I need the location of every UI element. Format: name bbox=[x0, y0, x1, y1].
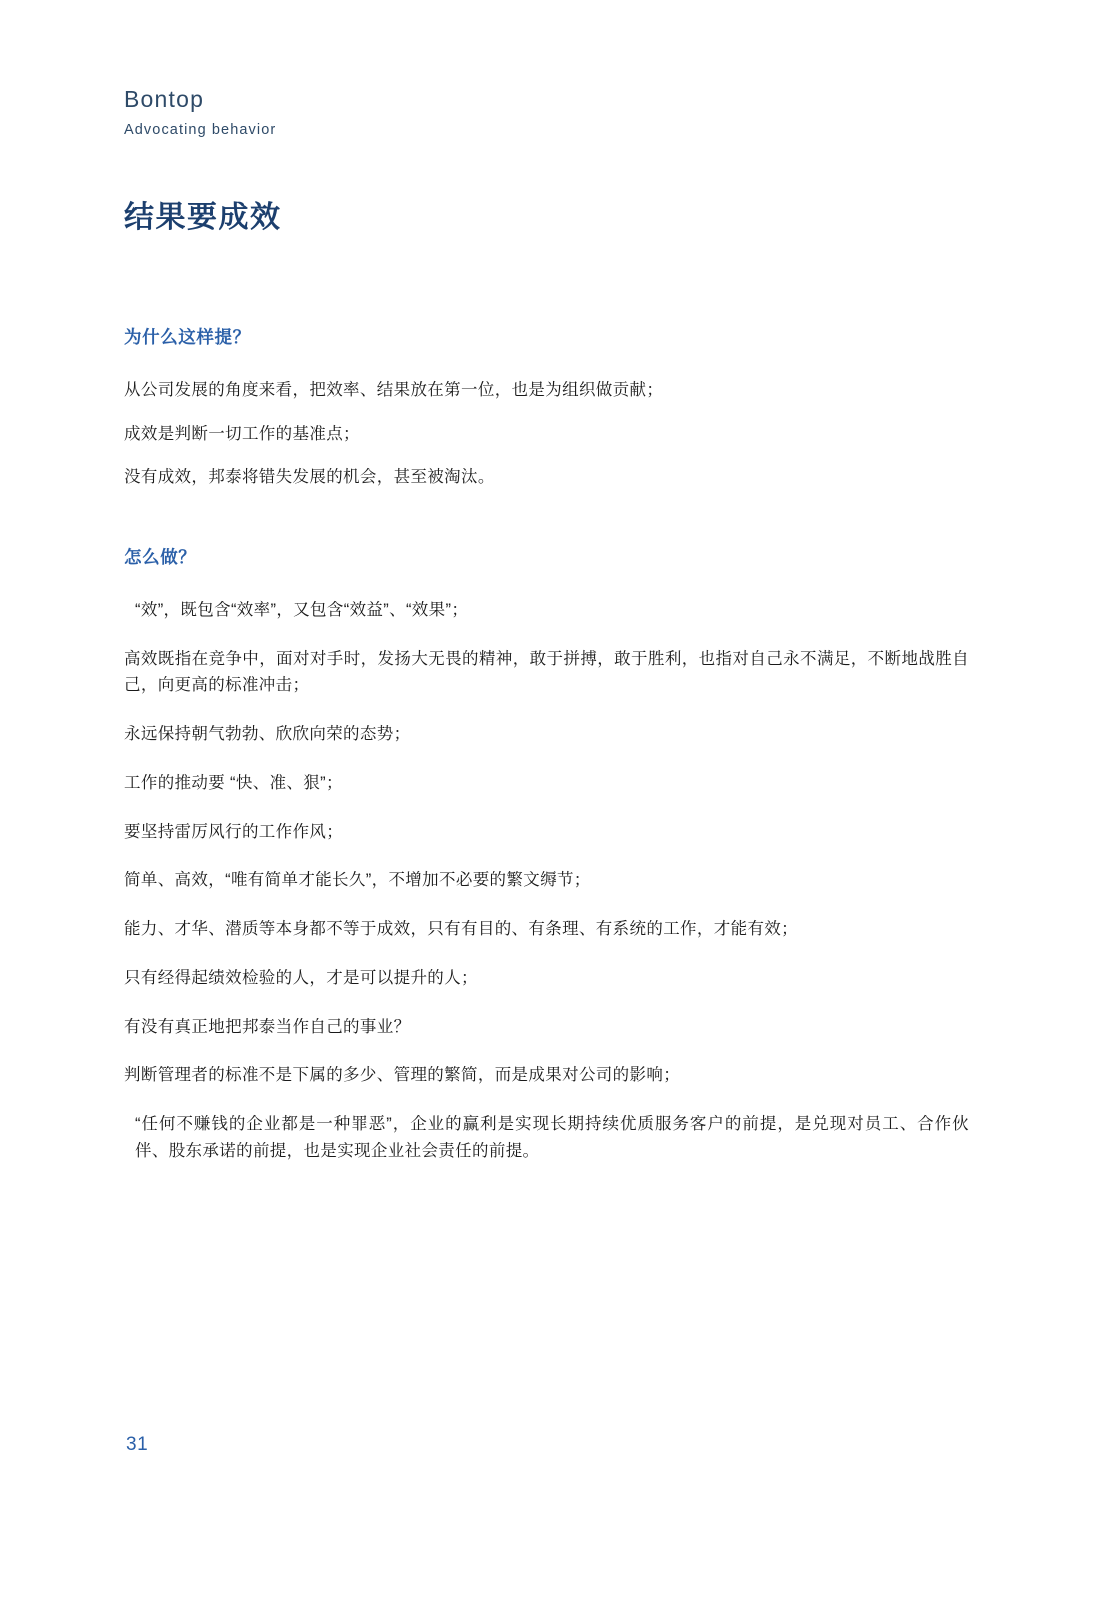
section-heading-how: 怎么做？ bbox=[124, 547, 197, 568]
paragraph: 判断管理者的标准不是下属的多少、管理的繁简，而是成果对公司的影响； bbox=[124, 1066, 681, 1085]
paragraph: 只有经得起绩效检验的人，才是可以提升的人； bbox=[124, 968, 478, 987]
brand-tagline: Advocating behavior bbox=[124, 121, 277, 138]
paragraph: 从公司发展的角度来看，把效率、结果放在第一位，也是为组织做贡献； bbox=[124, 380, 664, 399]
brand-name: Bontop bbox=[124, 86, 205, 112]
paragraph: 要坚持雷厉风行的工作作风； bbox=[124, 822, 344, 841]
page-title: 结果要成效 bbox=[124, 200, 282, 234]
paragraph: 高效既指在竞争中，面对对手时，发扬大无畏的精神，敢于拼搏，敢于胜利，也指对自己永不满足，不断地战胜自己，向更高的标准冲击； bbox=[124, 649, 969, 695]
paragraph: 工作的推动要 “快、准、狠”； bbox=[124, 773, 343, 792]
paragraph: “效”，既包含“效率”，又包含“效益”、“效果”； bbox=[135, 601, 469, 620]
paragraph: 简单、高效，“唯有简单才能长久”，不增加不必要的繁文缛节； bbox=[124, 871, 591, 890]
section-heading-why: 为什么这样提？ bbox=[124, 326, 251, 347]
paragraph: 成效是判断一切工作的基准点； bbox=[124, 424, 360, 443]
paragraph: 永远保持朝气勃勃、欣欣向荣的态势； bbox=[124, 725, 411, 744]
paragraph: “任何不赚钱的企业都是一种罪恶”，企业的赢利是实现长期持续优质服务客户的前提，是兑现对员工、合作伙伴、股东承诺的前提，也是实现企业社会责任的前提。 bbox=[135, 1114, 969, 1160]
section-why bbox=[124, 324, 969, 491]
paragraph: 有没有真正地把邦泰当作自己的事业？ bbox=[124, 1017, 411, 1036]
paragraph: 能力、才华、潜质等本身都不等于成效，只有有目的、有条理、有系统的工作，才能有效； bbox=[124, 920, 798, 939]
page-content bbox=[124, 0, 969, 1164]
brand-block bbox=[124, 86, 969, 140]
page-number: 31 bbox=[126, 1434, 149, 1455]
paragraph: 没有成效，邦泰将错失发展的机会，甚至被淘汰。 bbox=[124, 468, 495, 487]
section-how bbox=[124, 544, 969, 1164]
